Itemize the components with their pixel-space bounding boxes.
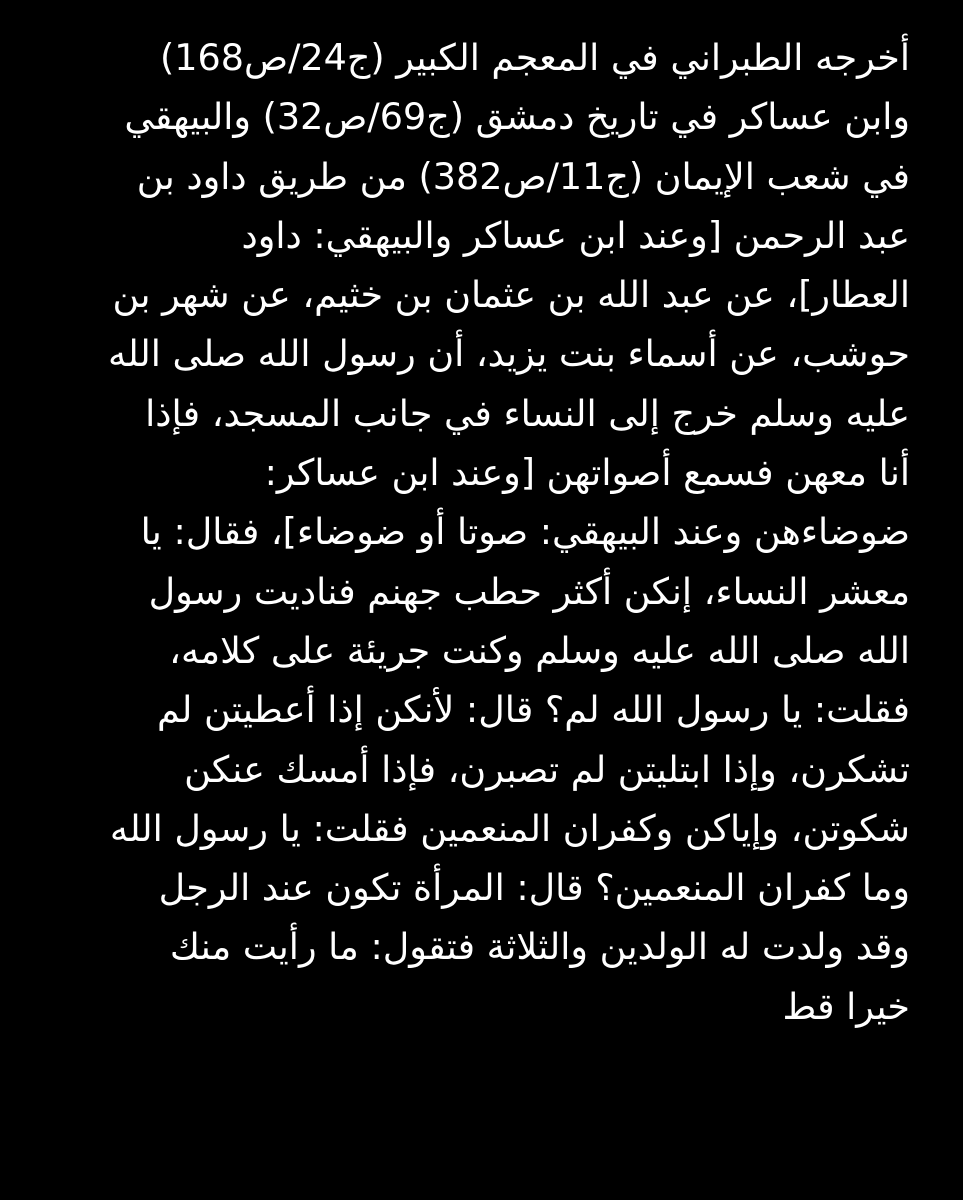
text-line: الله صلى الله عليه وسلم وكنت جريئة على كلامه، bbox=[169, 628, 910, 672]
text-line: وما كفران المنعمين؟ قال: المرأة تكون عند الرجل bbox=[158, 866, 910, 910]
text-line: عبد الرحمن [وعند ابن عساكر والبيهقي: داود bbox=[241, 213, 910, 257]
document-text-block bbox=[70, 28, 910, 1036]
text-line: وابن عساكر في تاريخ دمشق (ج69/ص32) والبيهقي bbox=[124, 95, 910, 139]
text-line: وقد ولدت له الولدين والثلاثة فتقول: ما رأيت منك bbox=[169, 925, 910, 969]
text-line: تشكرن، وإذا ابتليتن لم تصبرن، فإذا أمسك عنكن bbox=[184, 747, 910, 791]
text-line: معشر النساء، إنكن أكثر حطب جهنم فناديت رسول bbox=[148, 569, 910, 613]
text-line: خيرا قط bbox=[782, 984, 910, 1028]
text-line: أخرجه الطبراني في المعجم الكبير (ج24/ص168) bbox=[160, 36, 910, 79]
text-line: في شعب الإيمان (ج11/ص382) من طريق داود بن bbox=[136, 154, 910, 198]
text-line: حوشب، عن أسماء بنت يزيد، أن رسول الله صلى الله bbox=[108, 332, 910, 376]
text-line: أنا معهن فسمع أصواتهن [وعند ابن عساكر: bbox=[264, 451, 910, 495]
text-line: عليه وسلم خرج إلى النساء في جانب المسجد، فإذا bbox=[145, 391, 910, 435]
text-line: العطار]، عن عبد الله بن عثمان بن خثيم، عن شهر بن bbox=[112, 273, 910, 317]
text-line: فقلت: يا رسول الله لم؟ قال: لأنكن إذا أعطيتن لم bbox=[156, 688, 910, 732]
text-line: شكوتن، وإياكن وكفران المنعمين فقلت: يا رسول الله bbox=[109, 806, 910, 850]
text-line: ضوضاءهن وعند البيهقي: صوتا أو ضوضاء]، فقال: يا bbox=[140, 510, 910, 554]
